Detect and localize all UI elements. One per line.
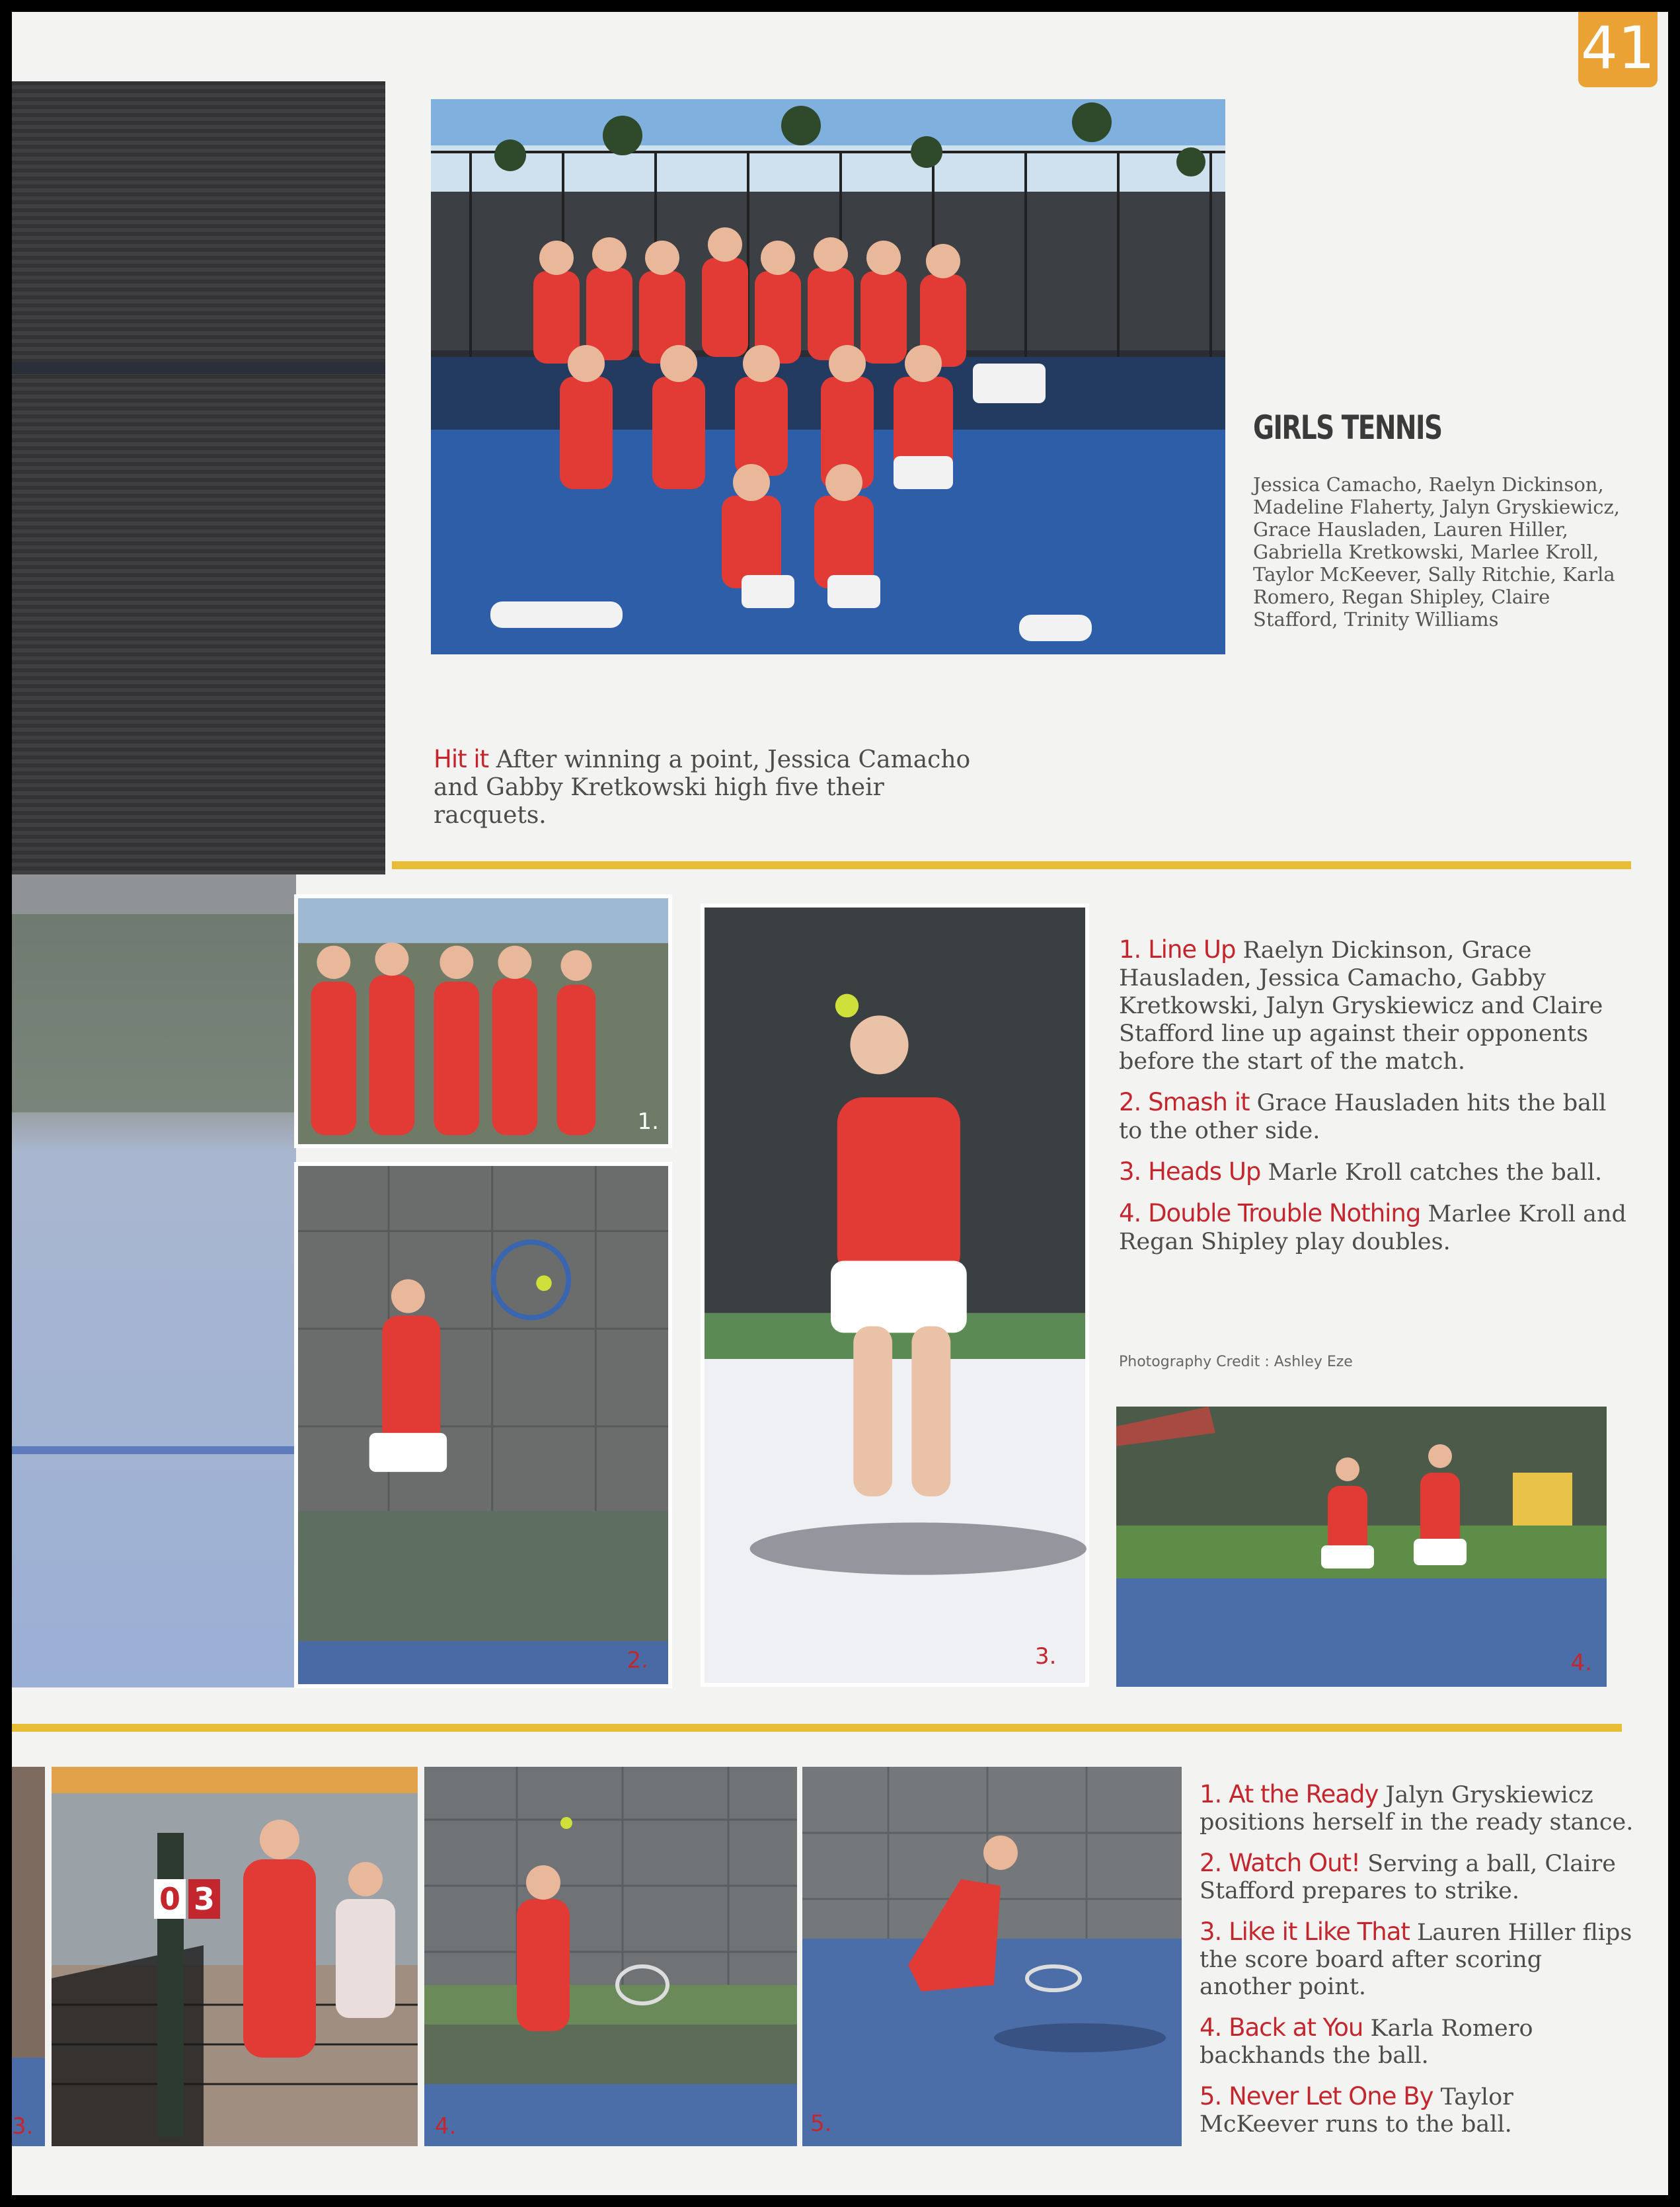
- caption-text: Marlee Kroll and Regan Shipley play doubles.: [1119, 1201, 1626, 1255]
- page-number: 41: [1578, 12, 1658, 87]
- back-at-you-photo: [424, 1767, 797, 2146]
- doubles-photo: [1116, 1407, 1607, 1687]
- caption-never-let-one-by: [1200, 2083, 1636, 2138]
- bottom-divider: [12, 1724, 1622, 1732]
- score-board: [154, 1879, 220, 1919]
- caption-at-the-ready: [1200, 1781, 1636, 1836]
- photo-number: 4.: [435, 2113, 457, 2140]
- caption-text: Jalyn Gryskiewicz positions herself in the ready stance.: [1200, 1782, 1634, 1836]
- fence-rail: [12, 362, 385, 374]
- photo-credit: Photography Credit : Ashley Eze: [1119, 1354, 1353, 1370]
- hit-it-heading: Hit it: [434, 745, 489, 773]
- court-line: [12, 1446, 296, 1454]
- yearbook-page: [12, 12, 1668, 2195]
- caption-text: Taylor McKeever runs to the ball.: [1200, 2084, 1513, 2138]
- caption-double-trouble: [1119, 1200, 1631, 1256]
- caption-heading: 3. Like it Like That: [1200, 1917, 1410, 1946]
- caption-heading: 1. At the Ready: [1200, 1780, 1379, 1808]
- score-left: 0: [154, 1879, 186, 1919]
- score-board-photo: [12, 1767, 418, 2146]
- court-background: [12, 874, 296, 1687]
- caption-heading: 4. Back at You: [1200, 2013, 1363, 2042]
- middle-captions: [1119, 936, 1631, 1269]
- bottom-captions: [1200, 1781, 1636, 2151]
- caption-line-up: [1119, 936, 1631, 1075]
- photo-number: 5.: [810, 2110, 832, 2137]
- fence-background: [12, 81, 385, 874]
- caption-watch-out: [1200, 1849, 1636, 1905]
- caption-smash-it: [1119, 1089, 1631, 1145]
- caption-back-at-you: [1200, 2014, 1636, 2070]
- caption-text: Serving a ball, Claire Stafford prepares to strike.: [1200, 1851, 1616, 1904]
- top-divider: [392, 861, 1631, 869]
- score-right: 3: [188, 1879, 220, 1919]
- heads-up-photo: [701, 904, 1089, 1687]
- edge-photo: [12, 1767, 45, 2146]
- photo-number: 4.: [1570, 1650, 1592, 1676]
- line-up-photo: [294, 894, 672, 1148]
- team-roster: Jessica Camacho, Raelyn Dickinson, Madeline Flaherty, Jalyn Gryskiewicz, Grace Hausladen, Lauren Hiller, Gabriella Kretkowski, Marlee Kroll, Taylor McKeever, Sally Ritchie, Karla Romero, Regan Shipley, Claire Stafford, Trinity Williams: [1253, 473, 1620, 631]
- caption-text: Karla Romero backhands the ball.: [1200, 2015, 1533, 2069]
- caption-text: Marle Kroll catches the ball.: [1260, 1159, 1603, 1186]
- hit-it-text: After winning a point, Jessica Camacho and Gabby Kretkowski high five their racquets.: [434, 746, 971, 829]
- section-title: GIRLS TENNIS: [1253, 408, 1442, 447]
- caption-heading: 3. Heads Up: [1119, 1157, 1261, 1186]
- hit-it-caption: [434, 746, 975, 830]
- caption-text: Raelyn Dickinson, Grace Hausladen, Jessica Camacho, Gabby Kretkowski, Jalyn Gryskiewicz and Claire Stafford line up against their opponents before the start of the match.: [1119, 937, 1603, 1075]
- caption-heading: 5. Never Let One By: [1200, 2082, 1433, 2110]
- photo-number: 1.: [637, 1108, 659, 1135]
- photo-number: 3.: [1035, 1643, 1057, 1670]
- caption-like-it: [1200, 1918, 1636, 2001]
- caption-text: Grace Hausladen hits the ball to the other side.: [1119, 1090, 1607, 1144]
- photo-number: 2.: [627, 1647, 648, 1674]
- caption-heads-up: [1119, 1158, 1631, 1186]
- caption-heading: 4. Double Trouble Nothing: [1119, 1199, 1421, 1227]
- caption-heading: 2. Smash it: [1119, 1088, 1250, 1116]
- photo-number: 3.: [12, 2113, 34, 2140]
- team-photo: [431, 99, 1225, 654]
- smash-it-photo: [294, 1162, 672, 1688]
- caption-heading: 1. Line Up: [1119, 935, 1236, 964]
- caption-heading: 2. Watch Out!: [1200, 1849, 1360, 1877]
- never-let-one-by-photo: [802, 1767, 1182, 2146]
- caption-text: Lauren Hiller flips the score board after scoring another point.: [1200, 1919, 1632, 2000]
